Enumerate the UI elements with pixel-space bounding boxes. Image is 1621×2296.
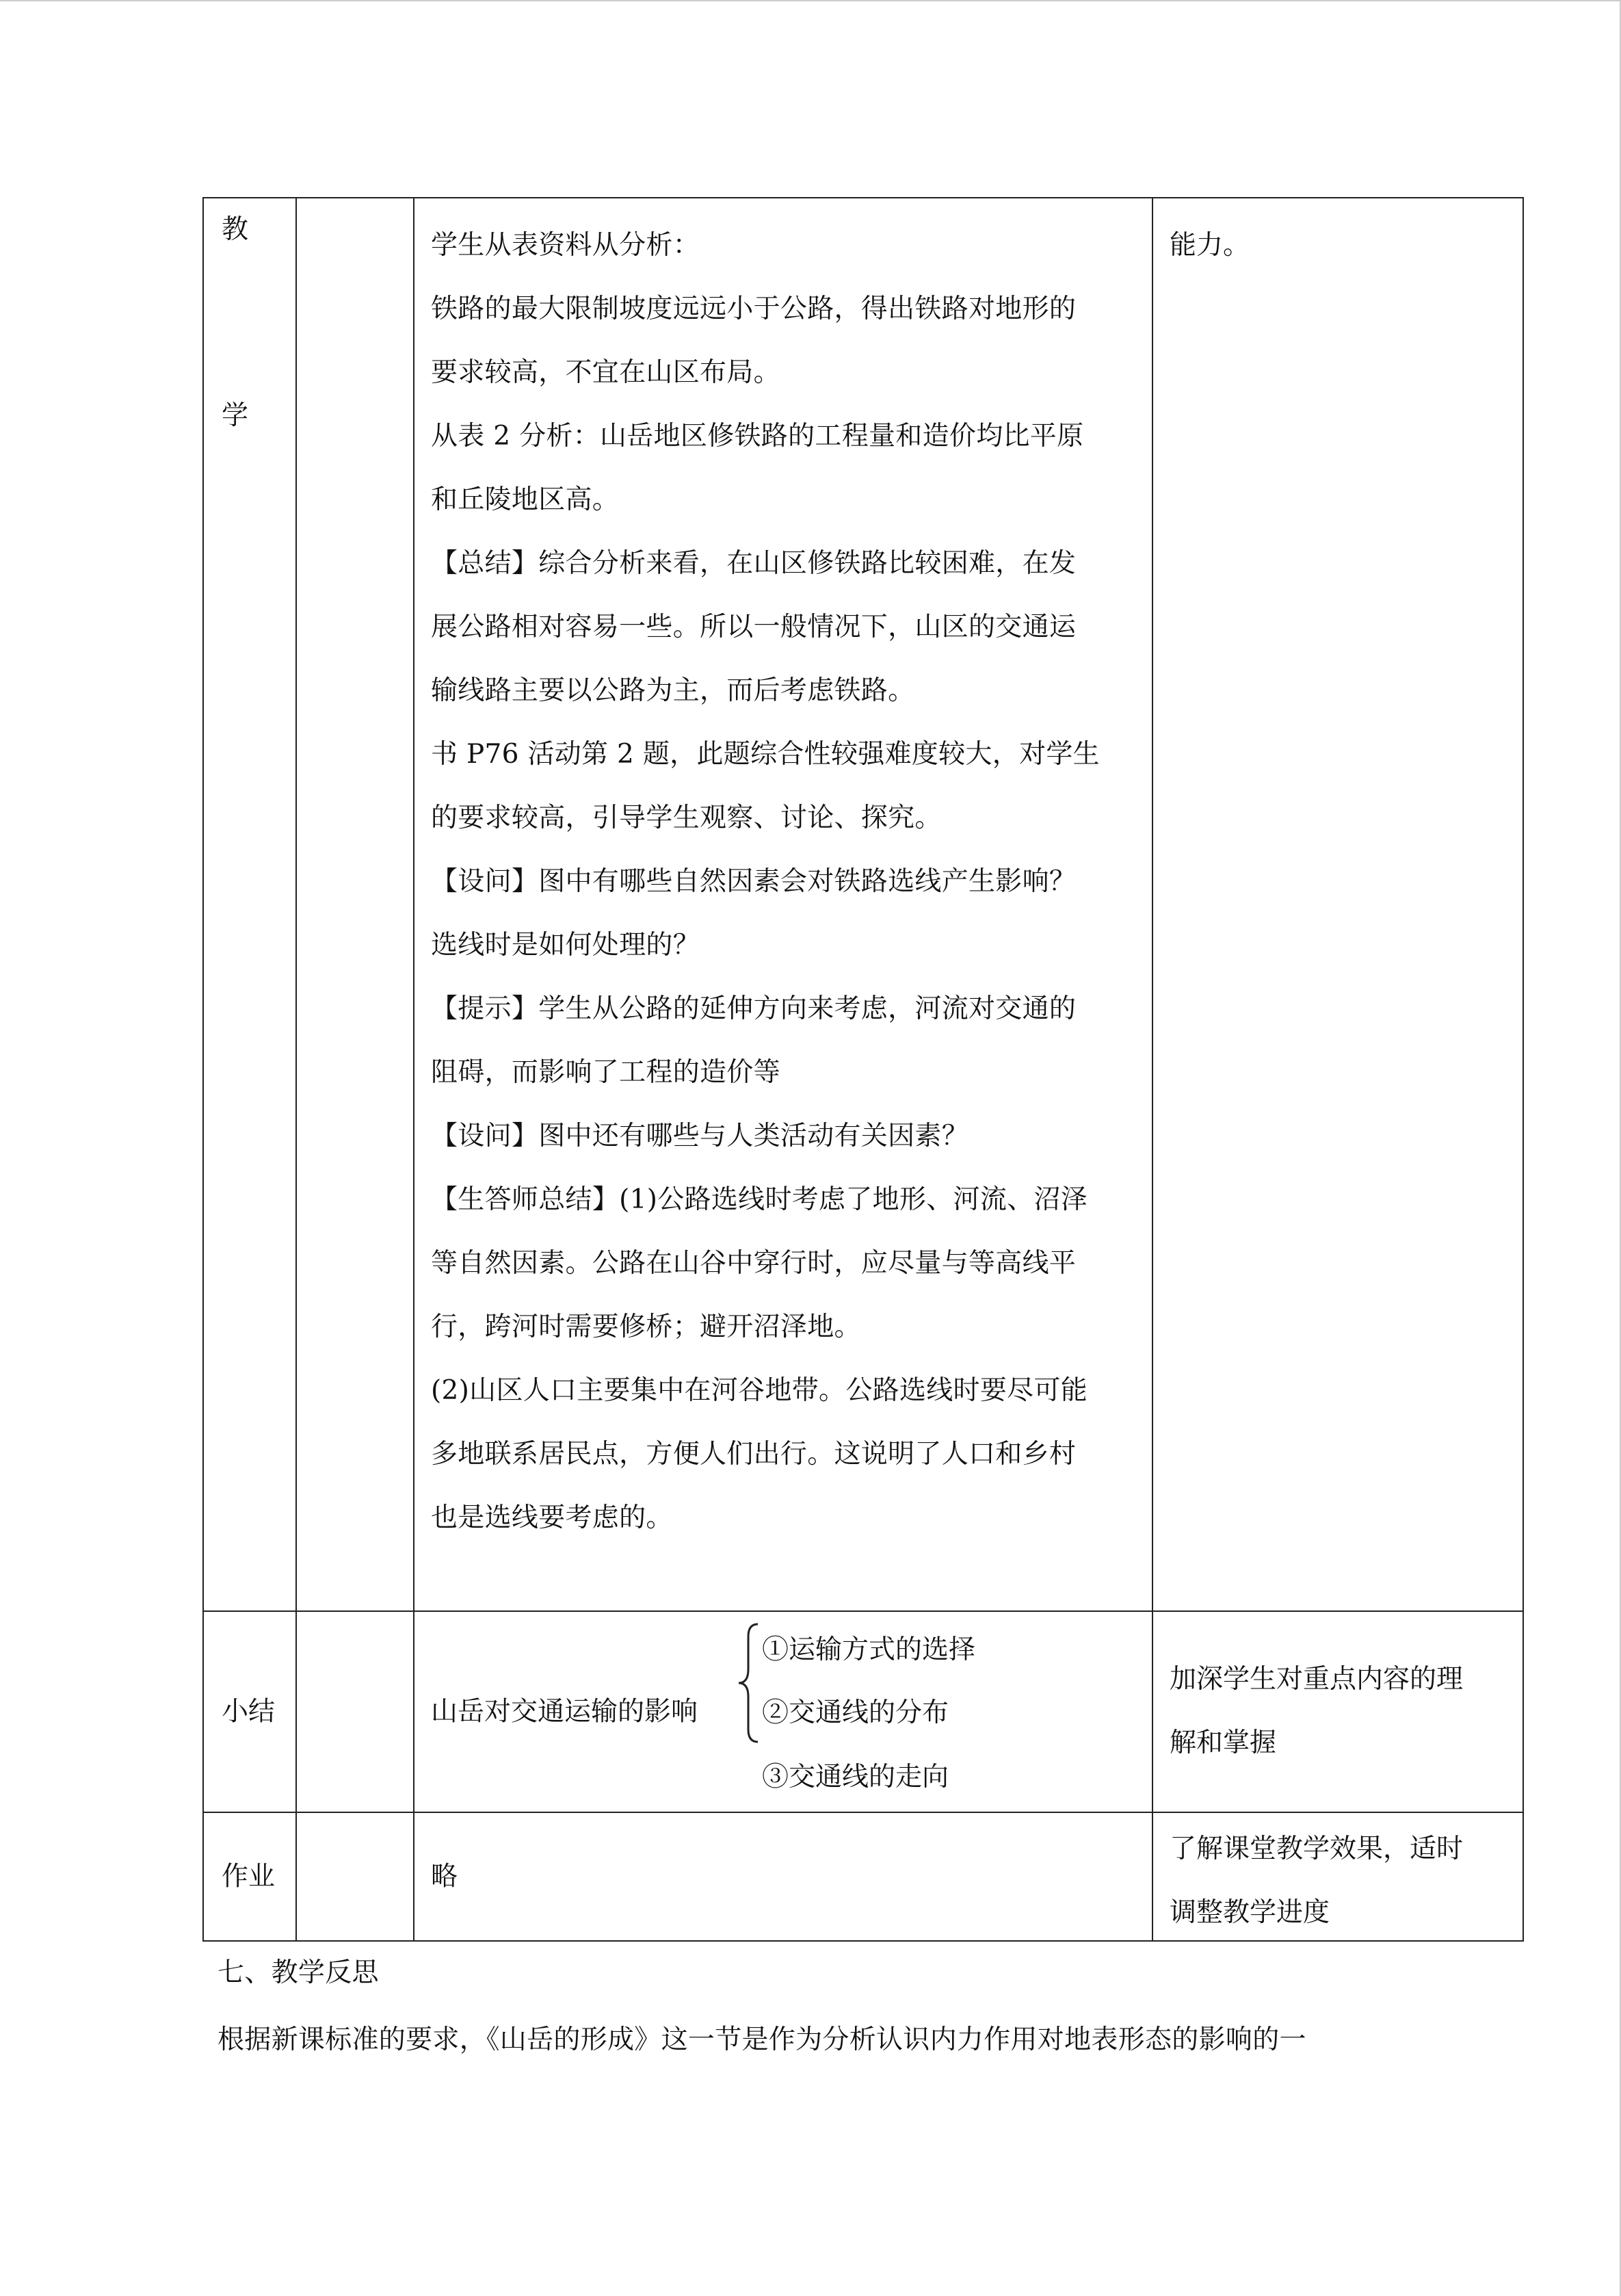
homework-content: 略: [431, 1861, 458, 1892]
teaching-content-line: 【总结】综合分析来看，在山区修铁路比较困难，在发: [431, 548, 1077, 579]
homework-aim: [1170, 1817, 1463, 1944]
summary-item-2: ②交通线的分布: [762, 1697, 949, 1728]
summary-label: 小结: [222, 1696, 276, 1727]
teaching-content-line: (2)山区人口主要集中在河谷地带。公路选线时要尽可能: [431, 1375, 1088, 1406]
teaching-aim-cell: [1152, 198, 1523, 1611]
homework-aim-line-1: 了解课堂教学效果，适时: [1170, 1834, 1464, 1864]
homework-label: 作业: [222, 1861, 276, 1892]
teaching-content: [414, 198, 1152, 1550]
teaching-content-line: 阻碍，而影响了工程的造价等: [431, 1057, 780, 1088]
homework-row: [203, 1812, 1523, 1941]
summary-aim-line-2: 解和掌握: [1170, 1727, 1277, 1758]
teaching-content-line: 输线路主要以公路为主，而后考虑铁路。: [431, 675, 915, 706]
teaching-label-char-2: 学: [222, 400, 249, 431]
teaching-row: [203, 198, 1523, 1611]
teaching-content-line: 选线时是如何处理的？: [431, 930, 700, 961]
homework-content-cell: [414, 1812, 1152, 1941]
teaching-content-line: 行，跨河时需要修桥；避开沼泽地。: [431, 1312, 861, 1342]
teaching-content-line: 【设问】图中有哪些自然因素会对铁路选线产生影响？: [431, 866, 1077, 897]
left-brace-icon: [736, 1621, 761, 1745]
teaching-content-line: 多地联系居民点，方便人们出行。这说明了人口和乡村: [431, 1439, 1077, 1470]
homework-aim-cell: [1152, 1812, 1523, 1941]
summary-content-cell: [414, 1611, 1152, 1812]
reflection-paragraph: 根据新课标准的要求，《山岳的形成》这一节是作为分析认识内力作用对地表形态的影响的一: [218, 2024, 1306, 2055]
teaching-content-line: 展公路相对容易一些。所以一般情况下，山区的交通运: [431, 612, 1077, 642]
teaching-label-char-1: 教: [222, 214, 249, 245]
summary-aim-cell: [1152, 1611, 1523, 1812]
teaching-content-line: 【设问】图中还有哪些与人类活动有关因素？: [431, 1121, 969, 1151]
summary-main-text: 山岳对交通运输的影响: [431, 1696, 698, 1727]
teaching-empty-cell: [296, 198, 414, 1611]
teaching-content-line: 和丘陵地区高。: [431, 484, 620, 515]
summary-aim: [1170, 1647, 1463, 1775]
teaching-content-line: 【生答师总结】(1)公路选线时考虑了地形、河流、沼泽: [431, 1184, 1088, 1215]
teaching-content-line: 等自然因素。公路在山谷中穿行时，应尽量与等高线平: [431, 1248, 1077, 1279]
summary-item-3: ③交通线的走向: [762, 1762, 949, 1792]
teaching-content-cell: [414, 198, 1152, 1611]
teaching-content-line: 从表 2 分析：山岳地区修铁路的工程量和造价均比平原: [431, 421, 1084, 452]
teaching-aim: 能力。: [1170, 230, 1250, 261]
reflection-heading: 七、教学反思: [218, 1957, 379, 1988]
teaching-content-line: 的要求较高，引导学生观察、讨论、探究。: [431, 803, 942, 833]
page-top-edge: [0, 0, 1621, 1]
lesson-plan-table: [202, 197, 1524, 1942]
summary-aim-line-1: 加深学生对重点内容的理: [1170, 1664, 1464, 1695]
teaching-content-line: 书 P76 活动第 2 题，此题综合性较强难度较大，对学生: [431, 739, 1100, 770]
homework-empty-cell: [296, 1812, 414, 1941]
summary-label-cell: [203, 1611, 296, 1812]
teaching-content-line: 学生从表资料从分析：: [431, 230, 700, 261]
teaching-content-line: 【提示】学生从公路的延伸方向来考虑，河流对交通的: [431, 993, 1077, 1024]
summary-row: [203, 1611, 1523, 1812]
homework-label-cell: [203, 1812, 296, 1941]
summary-empty-cell: [296, 1611, 414, 1812]
summary-item-1: ①运输方式的选择: [762, 1634, 976, 1665]
teaching-label-cell: [203, 198, 296, 1611]
teaching-content-line: 铁路的最大限制坡度远远小于公路，得出铁路对地形的: [431, 293, 1077, 324]
homework-aim-line-2: 调整教学进度: [1170, 1897, 1330, 1928]
teaching-content-line: 也是选线要考虑的。: [431, 1502, 673, 1533]
teaching-content-line: 要求较高，不宜在山区布局。: [431, 357, 780, 388]
